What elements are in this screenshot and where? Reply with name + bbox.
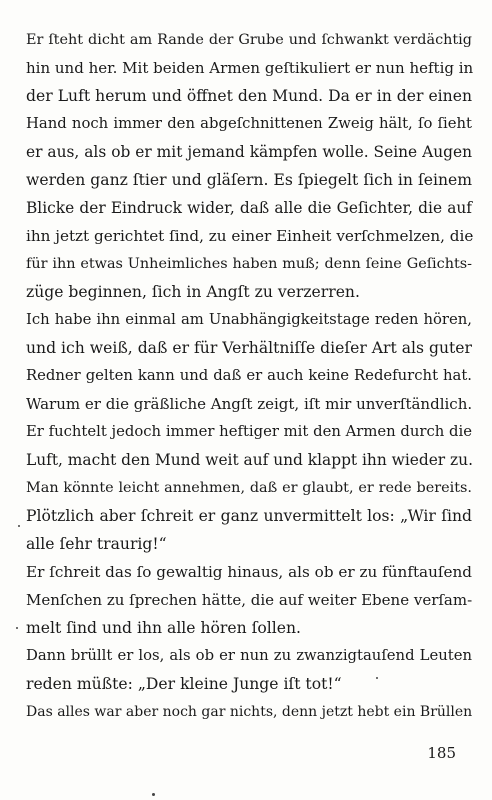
text-line: Plötzlich aber ſchreit er ganz unvermittelt los: „Wir ſind [26, 507, 472, 525]
text-line: er aus, als ob er mit jemand kämpfen wolle. Seine Augen [26, 143, 472, 161]
text-line: Er fuchtelt jedoch immer heftiger mit den Armen durch die [26, 423, 472, 440]
text-line: Er ſteht dicht am Rande der Grube und ſchwankt verdächtig [26, 32, 472, 48]
text-line: Warum er die gräßliche Angſt zeigt, iſt mir unverſtändlich. [26, 395, 473, 413]
paper-speck [152, 793, 155, 796]
paper-speck [18, 525, 20, 527]
text-line: Ich habe ihn einmal am Unabhängigkeitstage reden hören, [26, 311, 472, 328]
paper-speck [16, 627, 18, 629]
text-line: Er ſchreit das ſo gewaltig hinaus, als ob er zu fünftauſend [26, 563, 472, 581]
text-line: hin und her. Mit beiden Armen geſtikuliert er nun heftig in [26, 59, 474, 77]
text-line: ihn jetzt gerichtet ſind, zu einer Einheit verſchmelzen, die [26, 227, 474, 245]
paper-speck [376, 677, 378, 679]
text-line: melt ſind und ihn alle hören ſollen. [26, 619, 301, 637]
text-line: der Luft herum und öffnet den Mund. Da er in der einen [26, 87, 472, 105]
text-line: züge beginnen, ſich in Angſt zu verzerren. [26, 283, 360, 301]
text-line: Menſchen zu ſprechen hätte, die auf weiter Ebene verſam- [26, 591, 473, 609]
text-line: Man könnte leicht annehmen, daß er glaubt, er rede bereits. [26, 480, 472, 496]
text-line: reden müßte: „Der kleine Junge iſt tot!“ [26, 675, 342, 693]
text-line: werden ganz ſtier und gläſern. Es ſpiegelt ſich in ſeinem [26, 171, 472, 189]
text-line: Hand noch immer den abgeſchnittenen Zweig hält, ſo ſieht [26, 115, 472, 132]
text-line: Blicke der Eindruck wider, daß alle die Geſichter, die auf [26, 199, 472, 217]
text-line: Luft, macht den Mund weit auf und klappt ihn wieder zu. [26, 451, 473, 469]
text-line: alle ſehr traurig!“ [26, 535, 167, 553]
page-number: 185 [427, 744, 456, 762]
text-line: und ich weiß, daß er für Verhältniſſe dieſer Art als guter [26, 339, 472, 357]
text-line: für ihn etwas Unheimliches haben muß; denn ſeine Geſichts- [26, 256, 472, 272]
text-line: Das alles war aber noch gar nichts, denn jetzt hebt ein Brüllen [26, 704, 473, 720]
text-line: Dann brüllt er los, als ob er nun zu zwanzigtauſend Leuten [26, 647, 472, 664]
text-line: Redner gelten kann und daß er auch keine Redefurcht hat. [26, 367, 472, 384]
